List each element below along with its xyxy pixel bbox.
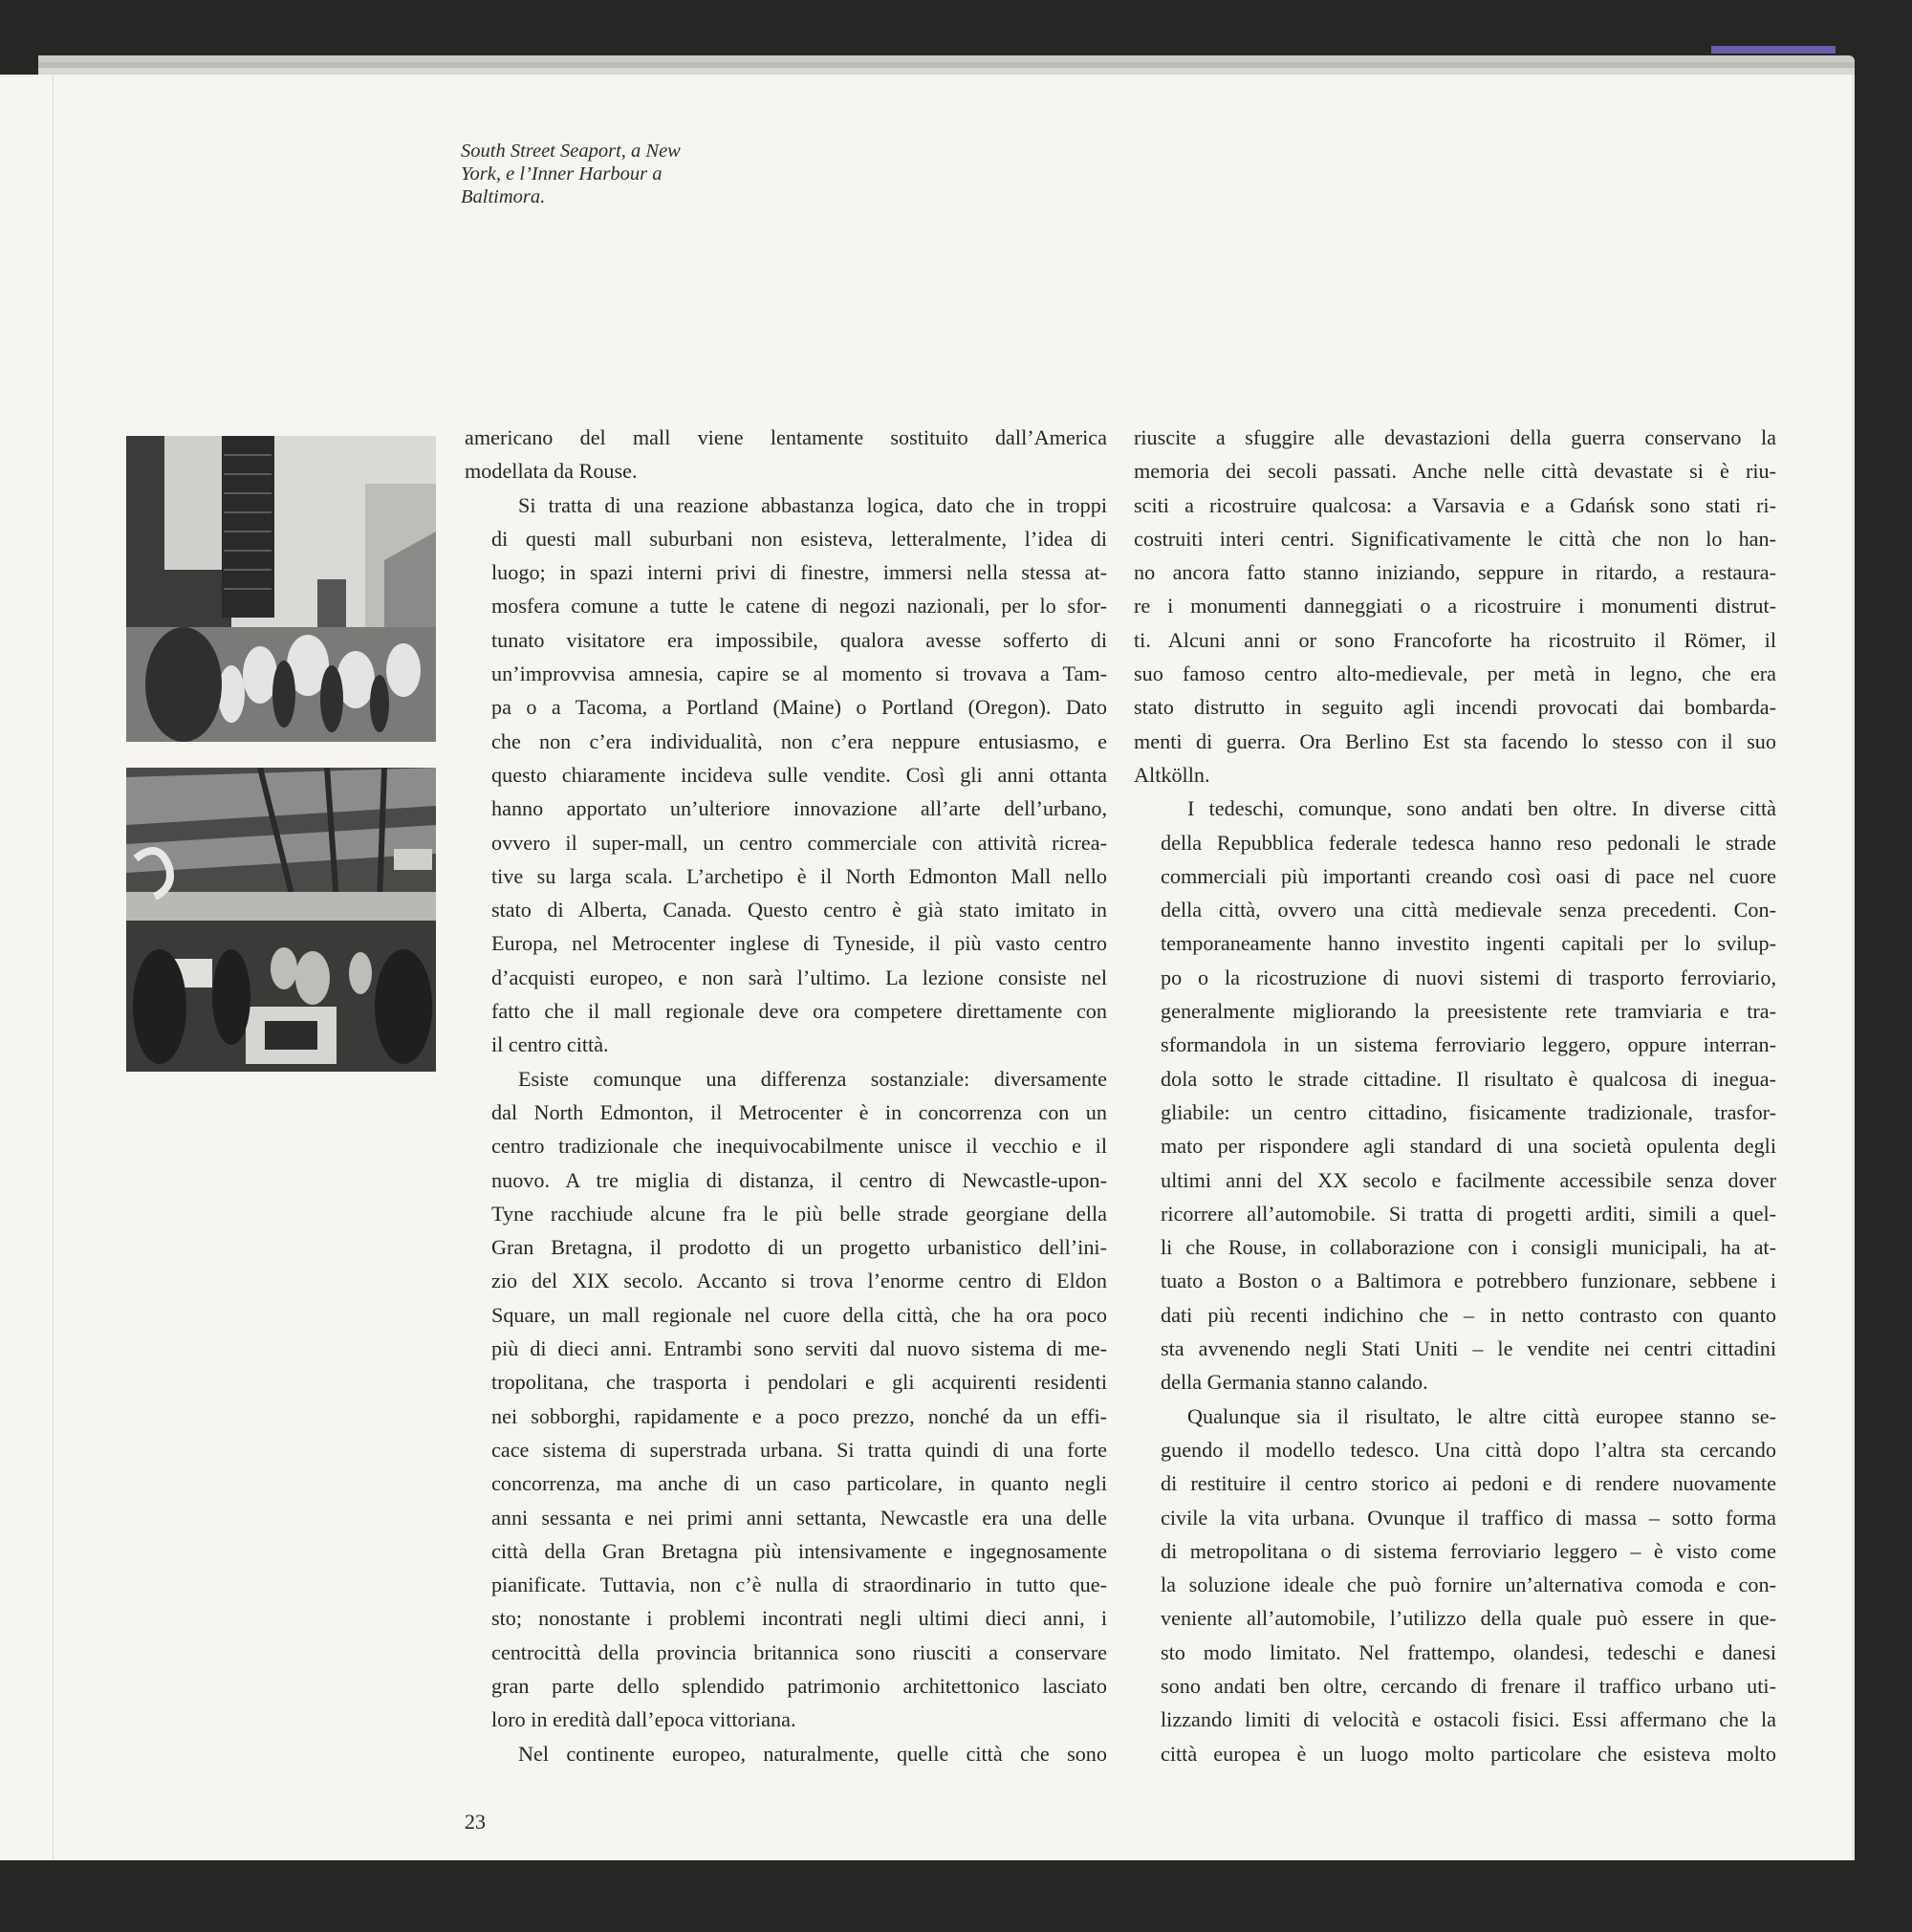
- text-line: gliabile: un centro cittadino, fisicamente tradizionale, trasfor-: [1161, 1099, 1776, 1124]
- text-line: il centro città.: [491, 1032, 609, 1057]
- text-line: d’acquisti europeo, e non sarà l’ultimo. La lezione consiste nel: [491, 965, 1107, 989]
- text-line: sono andati ben oltre, cercando di frenare il traffico urbano uti-: [1161, 1673, 1776, 1698]
- text-line: no ancora fatto stanno iniziando, seppure in ritardo, a restaura-: [1134, 560, 1776, 585]
- text-line: mato per rispondere agli standard di una società opulenta degli: [1161, 1134, 1776, 1159]
- text-line: civile la vita urbana. Ovunque il traffico di massa – sotto forma: [1161, 1505, 1776, 1530]
- street-scene-image: [126, 436, 436, 742]
- text-line: hanno apportato un’ulteriore innovazione all’arte dell’urbano,: [491, 796, 1107, 821]
- text-line: città della Gran Bretagna più intensivamente e ingegnosamente: [491, 1538, 1107, 1563]
- text-line: tropolitana, che trasporta i pendolari e gli acquirenti residenti: [491, 1370, 1107, 1395]
- text-line: fatto che il mall regionale deve ora competere direttamente con: [491, 999, 1107, 1024]
- text-line: che non c’era individualità, non c’era neppure entusiasmo, e: [491, 728, 1107, 753]
- paragraph: [1134, 1400, 1776, 1770]
- text-line: dal North Edmonton, il Metrocenter è in concorrenza con un: [491, 1099, 1107, 1124]
- text-line: ovvero il super-mall, un centro commerciale con attività ricrea-: [491, 830, 1107, 855]
- text-line: generalmente migliorando la preesistente rete tramviaria e tra-: [1161, 999, 1776, 1024]
- paragraph: [465, 488, 1107, 1062]
- text-line: mosfera comune a tutte le catene di negozi nazionali, per lo sfor-: [491, 594, 1107, 619]
- paragraph: [465, 421, 1107, 488]
- text-line: città europea è un luogo molto particolare che esisteva molto: [1161, 1741, 1776, 1766]
- text-line: Si tratta di una reazione abbastanza logica, dato che in troppi: [518, 492, 1107, 517]
- text-line: temporaneamente hanno investito ingenti capitali per lo svilup-: [1161, 931, 1776, 956]
- photo-south-street-seaport: [126, 436, 436, 742]
- text-line: tuato a Boston o a Baltimora e potrebbero funzionare, sebbene i: [1161, 1269, 1776, 1293]
- text-line: della città, ovvero una città medievale senza precedenti. Con-: [1161, 898, 1776, 923]
- text-line: modellata da Rouse.: [465, 459, 638, 484]
- text-line: costruiti interi centri. Significativamente le città che non lo han-: [1134, 526, 1776, 551]
- text-line: della Repubblica federale tedesca hanno reso pedonali le strade: [1161, 830, 1776, 855]
- ribbon-edge: [1711, 46, 1836, 54]
- text-line: menti di guerra. Ora Berlino Est sta facendo lo stesso con il suo: [1134, 728, 1776, 753]
- text-line: Gran Bretagna, il prodotto di un progetto urbanistico dell’ini-: [491, 1235, 1107, 1260]
- text-line: lizzando limiti di velocità e ostacoli fisici. Essi affermano che la: [1161, 1707, 1776, 1732]
- gutter-fold: [53, 75, 54, 1860]
- text-line: Qualunque sia il risultato, le altre città europee stanno se-: [1187, 1403, 1776, 1428]
- text-line: Square, un mall regionale nel cuore della città, che ha ora poco: [491, 1302, 1107, 1327]
- text-line: zio del XIX secolo. Accanto si trova l’enorme centro di Eldon: [491, 1269, 1107, 1293]
- paragraph: [465, 1737, 1107, 1770]
- caption-line: Baltimora.: [461, 186, 546, 207]
- text-line: I tedeschi, comunque, sono andati ben oltre. In diverse città: [1187, 796, 1776, 821]
- text-line: questo chiaramente incideva sulle vendite. Così gli anni ottanta: [491, 762, 1107, 787]
- text-line: americano del mall viene lentamente sostituito dall’America: [465, 425, 1107, 449]
- text-line: memoria dei secoli passati. Anche nelle città devastate si è riu-: [1134, 459, 1776, 484]
- text-line: centrocittà della provincia britannica sono riusciti a conservare: [491, 1639, 1107, 1664]
- text-line: gran parte dello splendido patrimonio architettonico lasciato: [491, 1673, 1107, 1698]
- text-line: la soluzione ideale che può fornire un’alternativa comoda e con-: [1161, 1573, 1776, 1597]
- page-number: 23: [465, 1810, 486, 1834]
- text-line: loro in eredità dall’epoca vittoriana.: [491, 1707, 796, 1732]
- paragraph: [1134, 792, 1776, 1399]
- photo-caption: [461, 140, 748, 208]
- text-line: re i monumenti danneggiati o a ricostruire i monumenti distrut-: [1134, 594, 1776, 619]
- text-line: tunato visitatore era impossibile, qualora avesse sofferto di: [491, 627, 1107, 652]
- text-line: Europa, nel Metrocenter inglese di Tyneside, il più vasto centro: [491, 931, 1107, 956]
- text-line: suo famoso centro alto-medievale, per metà in legno, che era: [1134, 662, 1776, 686]
- text-line: ti. Alcuni anni or sono Francoforte ha ricostruito il Römer, il: [1134, 627, 1776, 652]
- paragraph: [1134, 421, 1776, 792]
- text-line: riuscite a sfuggire alle devastazioni della guerra conservano la: [1134, 425, 1776, 449]
- text-line: pa o a Tacoma, a Portland (Maine) o Portland (Oregon). Dato: [491, 695, 1107, 720]
- text-line: nei sobborghi, rapidamente e a poco prezzo, nonché da un effi-: [491, 1403, 1107, 1428]
- caption-line: York, e l’Inner Harbour a: [461, 163, 663, 185]
- text-line: li che Rouse, in collaborazione con i consigli municipali, ha at-: [1161, 1235, 1776, 1260]
- text-line: più di dieci anni. Entrambi sono serviti dal nuovo sistema di me-: [491, 1336, 1107, 1361]
- text-line: sta avvenendo negli Stati Uniti – le vendite nei centri cittadini: [1161, 1336, 1776, 1361]
- caption-line: South Street Seaport, a New: [461, 141, 681, 162]
- photo-inner-harbour: [126, 768, 436, 1072]
- text-line: po o la ricostruzione di nuovi sistemi di trasporto ferroviario,: [1161, 965, 1776, 989]
- text-line: Tyne racchiude alcune fra le più belle strade georgiane della: [491, 1201, 1107, 1226]
- text-line: tive su larga scala. L’archetipo è il North Edmonton Mall nello: [491, 863, 1107, 888]
- text-line: sto modo limitato. Nel frattempo, olandesi, tedeschi e danesi: [1161, 1639, 1776, 1664]
- text-line: cace sistema di superstrada urbana. Si tratta quindi di una forte: [491, 1437, 1107, 1462]
- text-line: di questi mall suburbani non esisteva, letteralmente, l’idea di: [491, 526, 1107, 551]
- text-line: sciti a ricostruire qualcosa: a Varsavia e a Gdańsk sono stati ri-: [1134, 492, 1776, 517]
- text-column-left: [465, 421, 1107, 1770]
- paragraph: [465, 1062, 1107, 1737]
- market-interior-image: [126, 768, 436, 1072]
- text-line: anni sessanta e nei primi anni settanta, Newcastle era una delle: [491, 1505, 1107, 1530]
- text-line: stato di Alberta, Canada. Questo centro è già stato imitato in: [491, 898, 1107, 923]
- text-line: un’improvvisa amnesia, capire se al momento si trovava a Tam-: [491, 662, 1107, 686]
- text-line: dola sotto le strade cittadine. Il risultato è qualcosa di inegua-: [1161, 1066, 1776, 1091]
- text-line: veniente all’automobile, l’utilizzo della quale può essere in que-: [1161, 1606, 1776, 1631]
- text-line: dati più recenti indichino che – in netto contrasto con quanto: [1161, 1302, 1776, 1327]
- text-line: ultimi anni del XX secolo e facilmente accessibile senza dover: [1161, 1167, 1776, 1192]
- text-line: pianificate. Tuttavia, non c’è nulla di straordinario in tutto que-: [491, 1573, 1107, 1597]
- text-line: sformandola in un sistema ferroviario leggero, oppure interran-: [1161, 1032, 1776, 1057]
- text-line: della Germania stanno calando.: [1161, 1370, 1428, 1395]
- text-line: Esiste comunque una differenza sostanziale: diversamente: [518, 1066, 1107, 1091]
- text-line: di metropolitana o di sistema ferroviario leggero – è visto come: [1161, 1538, 1776, 1563]
- text-line: guendo il modello tedesco. Una città dopo l’altra sta cercando: [1161, 1437, 1776, 1462]
- text-line: Altkölln.: [1134, 762, 1210, 787]
- text-line: centro tradizionale che inequivocabilmente unisce il vecchio e il: [491, 1134, 1107, 1159]
- text-line: concorrenza, ma anche di un caso particolare, in quanto negli: [491, 1471, 1107, 1496]
- text-line: nuovo. A tre miglia di distanza, il centro di Newcastle-upon-: [491, 1167, 1107, 1192]
- text-line: commerciali più importanti creando così oasi di pace nel cuore: [1161, 863, 1776, 888]
- text-line: sto; nonostante i problemi incontrati negli ultimi dieci anni, i: [491, 1606, 1107, 1631]
- text-line: ricorrere all’automobile. Si tratta di progetti arditi, simili a quel-: [1161, 1201, 1776, 1226]
- text-line: stato distrutto in seguito agli incendi provocati dai bombarda-: [1134, 695, 1776, 720]
- text-line: di restituire il centro storico ai pedoni e di rendere nuovamente: [1161, 1471, 1776, 1496]
- text-line: Nel continente europeo, naturalmente, quelle città che sono: [518, 1741, 1107, 1766]
- text-line: luogo; in spazi interni privi di finestre, immersi nella stessa at-: [491, 560, 1107, 585]
- text-column-right: [1134, 421, 1776, 1770]
